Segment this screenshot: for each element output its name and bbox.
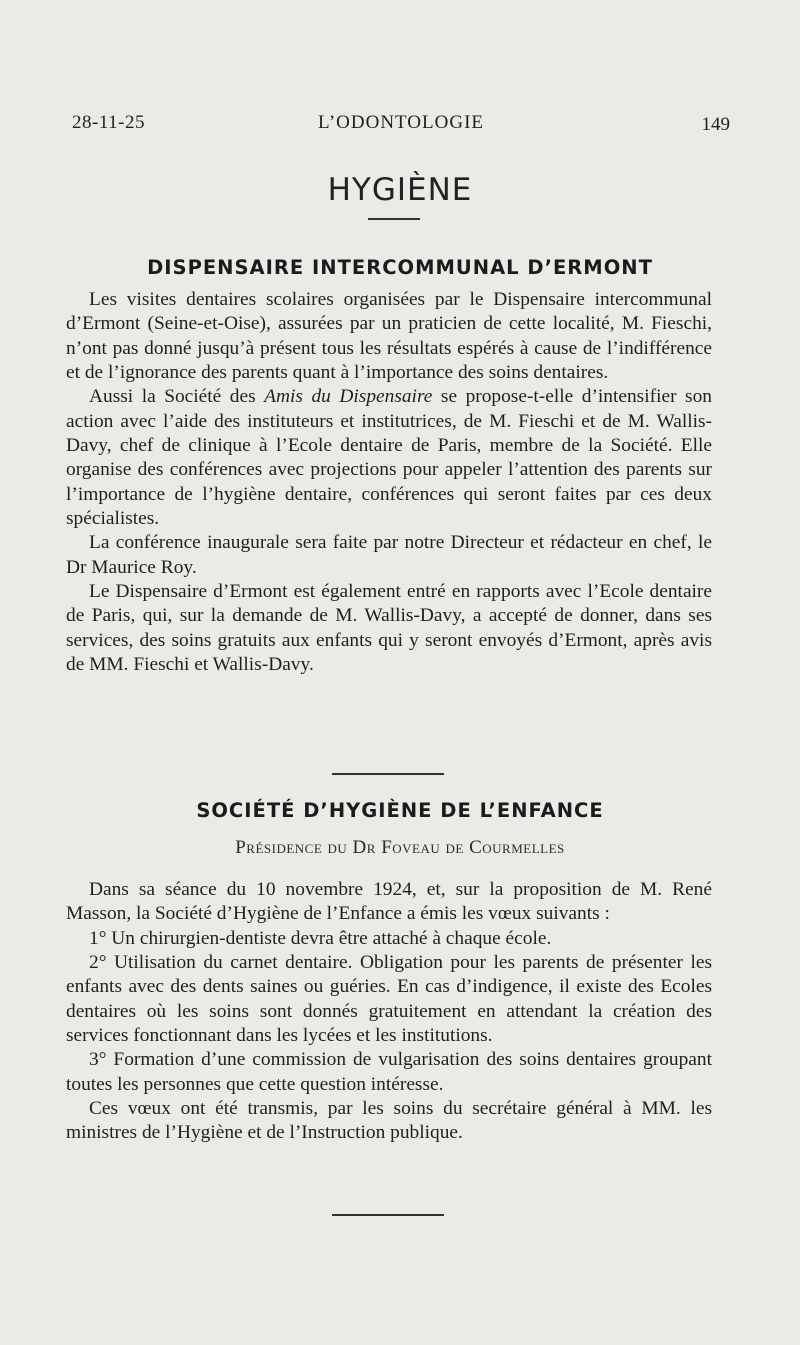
journal-title: L’ODONTOLOGIE [317, 112, 485, 133]
section-divider [332, 773, 444, 775]
text-run: Aussi la Société des [89, 386, 265, 408]
paragraph: 3° Formation d’une commission de vulgarisation des soins dentaires groupant toutes les personnes que cette question intéresse. [66, 1049, 712, 1095]
paragraph: Dans sa séance du 10 novembre 1924, et, sur la proposition de M. René Masson, la Société d’Hygiène de l’Enfance a émis les vœux suivants : [66, 879, 712, 925]
paragraph: Ces vœux ont été transmis, par les soins du secrétaire général à MM. les ministres de l’Hygiène et de l’Instruction publique. [66, 1098, 712, 1144]
section-title: HYGIÈNE [327, 172, 473, 208]
paragraph: La conférence inaugurale sera faite par notre Directeur et rédacteur en chef, le Dr Maurice Roy. [66, 532, 712, 578]
article-body-societe [66, 878, 712, 1146]
paragraph: Les visites dentaires scolaires organisées par le Dispensaire intercommunal d’Ermont (Seine-et-Oise), assurées par un praticien de cette localité, M. Fieschi, n’ont pas donné jusqu’à présent tous les résultats espérés à cause de l’indifférence et de l’ignorance des parents quant à l’importance des soins dentaires. [66, 289, 712, 384]
text-run: se propose-t-elle d’intensifier son action avec l’aide des instituteurs et institutrices, de M. Fieschi et de M. Wallis-Davy, chef de clinique à l’Ecole dentaire de Paris, membre de la Société. Elle organise des conférences avec projections pour appeler l’attention des parents sur l’importance de l’hygiène dentaire, conférences qui seront faites par ces deux spécialistes. [66, 386, 712, 530]
article-heading-societe: SOCIÉTÉ D’HYGIÈNE DE L’ENFANCE [196, 799, 604, 822]
presidency-line: Présidence du Dr Foveau de Courmelles [235, 837, 565, 858]
page-number: 149 [701, 114, 730, 135]
paragraph: 2° Utilisation du carnet dentaire. Obligation pour les parents de présenter les enfants avec des dents saines ou guéries. En cas d’indigence, il existe des Ecoles dentaires où les soins sont donnés gratuitement en attendant la création des services fonctionnant dans les lycées et les institutions. [66, 952, 712, 1047]
paragraph: Le Dispensaire d’Ermont est également entré en rapports avec l’Ecole dentaire de Paris, qui, sur la demande de M. Wallis-Davy, a accepté de donner, dans ses services, des soins gratuits aux enfants qui y seront envoyés d’Ermont, après avis de MM. Fieschi et Wallis-Davy. [66, 581, 712, 676]
running-head [72, 112, 730, 138]
issue-date: 28-11-25 [72, 112, 145, 133]
paragraph [66, 385, 712, 531]
paragraph: 1° Un chirurgien-dentiste devra être attaché à chaque école. [89, 927, 552, 949]
article-heading-dispensaire: DISPENSAIRE INTERCOMMUNAL D’ERMONT [147, 256, 653, 279]
italic-society-name: Amis du Dispensaire [264, 386, 433, 408]
end-rule [332, 1214, 444, 1216]
title-rule [368, 218, 420, 220]
article-body-dispensaire [66, 288, 712, 678]
